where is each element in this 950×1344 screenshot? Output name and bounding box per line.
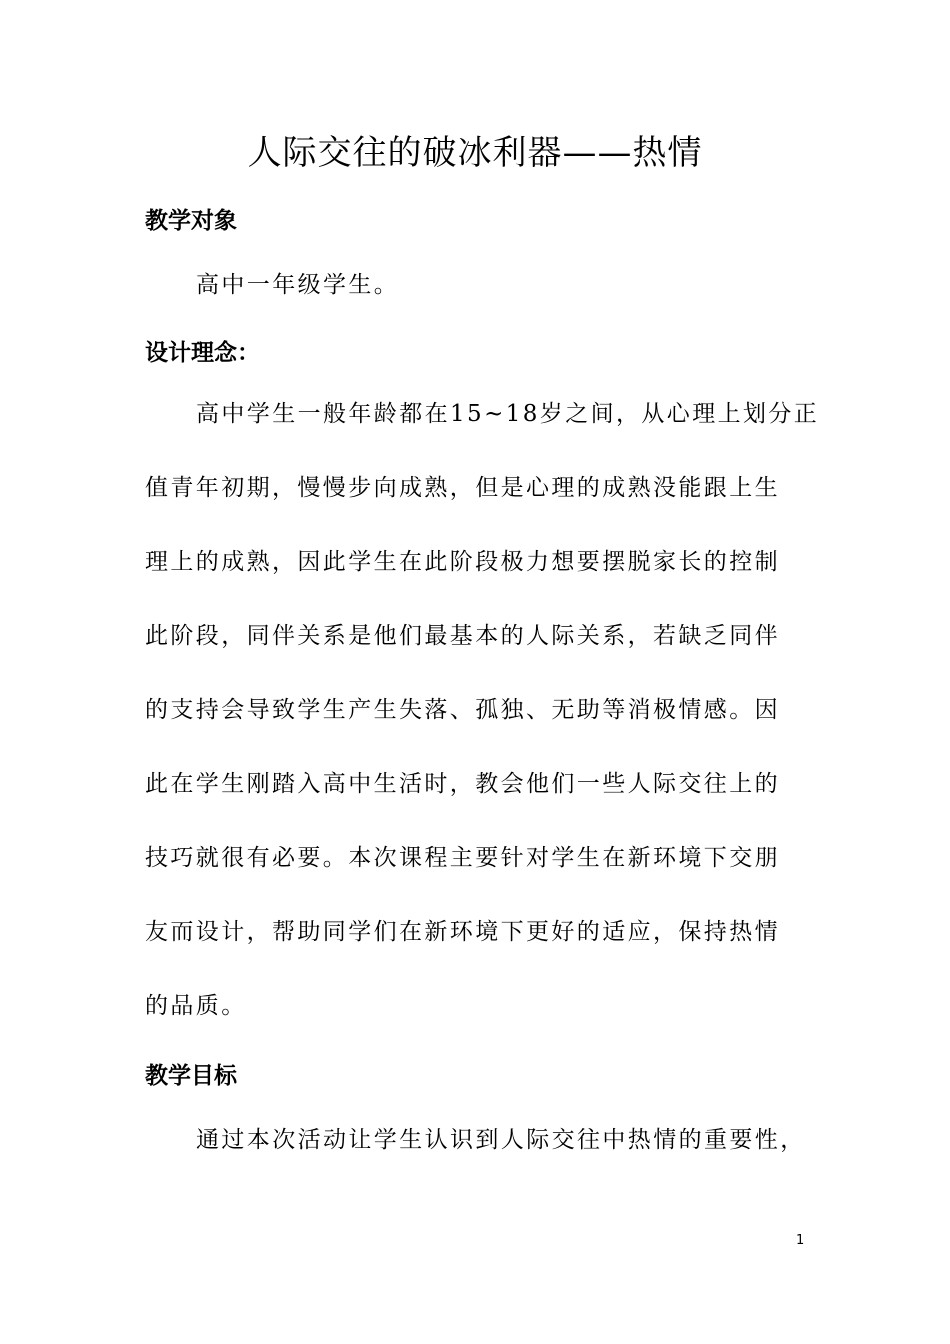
- page-number: 1: [796, 1233, 805, 1248]
- paragraph-line: 的品质。: [145, 993, 247, 1019]
- paragraph-line: 高中学生一般年龄都在15~18岁之间，从心理上划分正: [196, 401, 820, 427]
- paragraph-line: 此阶段，同伴关系是他们最基本的人际关系，若缺乏同伴: [145, 623, 780, 649]
- section-body-teaching-goals: [145, 1123, 810, 1197]
- paragraph-line: 理上的成熟，因此学生在此阶段极力想要摆脱家长的控制: [145, 549, 780, 575]
- paragraph-line: 的支持会导致学生产生失落、孤独、无助等消极情感。因: [145, 697, 780, 723]
- paragraph-line: 高中一年级学生。: [196, 272, 400, 298]
- section-heading-design-concept: 设计理念：: [145, 340, 260, 366]
- paragraph-line: 技巧就很有必要。本次课程主要针对学生在新环境下交朋: [145, 845, 780, 871]
- paragraph-line: 此在学生刚踏入高中生活时，教会他们一些人际交往上的: [145, 771, 780, 797]
- paragraph-line: 通过本次活动让学生认识到人际交往中热情的重要性，: [196, 1127, 806, 1153]
- document-title: 人际交往的破冰利器——热情: [247, 133, 703, 173]
- section-heading-teaching-target: 教学对象: [145, 208, 237, 234]
- paragraph-line: 友而设计，帮助同学们在新环境下更好的适应，保持热情: [145, 919, 780, 945]
- section-body-teaching-target: [145, 268, 810, 342]
- paragraph-line: 值青年初期，慢慢步向成熟，但是心理的成熟没能跟上生: [145, 475, 780, 501]
- section-heading-teaching-goals: 教学目标: [145, 1063, 237, 1089]
- section-body-design-concept: [145, 397, 820, 1063]
